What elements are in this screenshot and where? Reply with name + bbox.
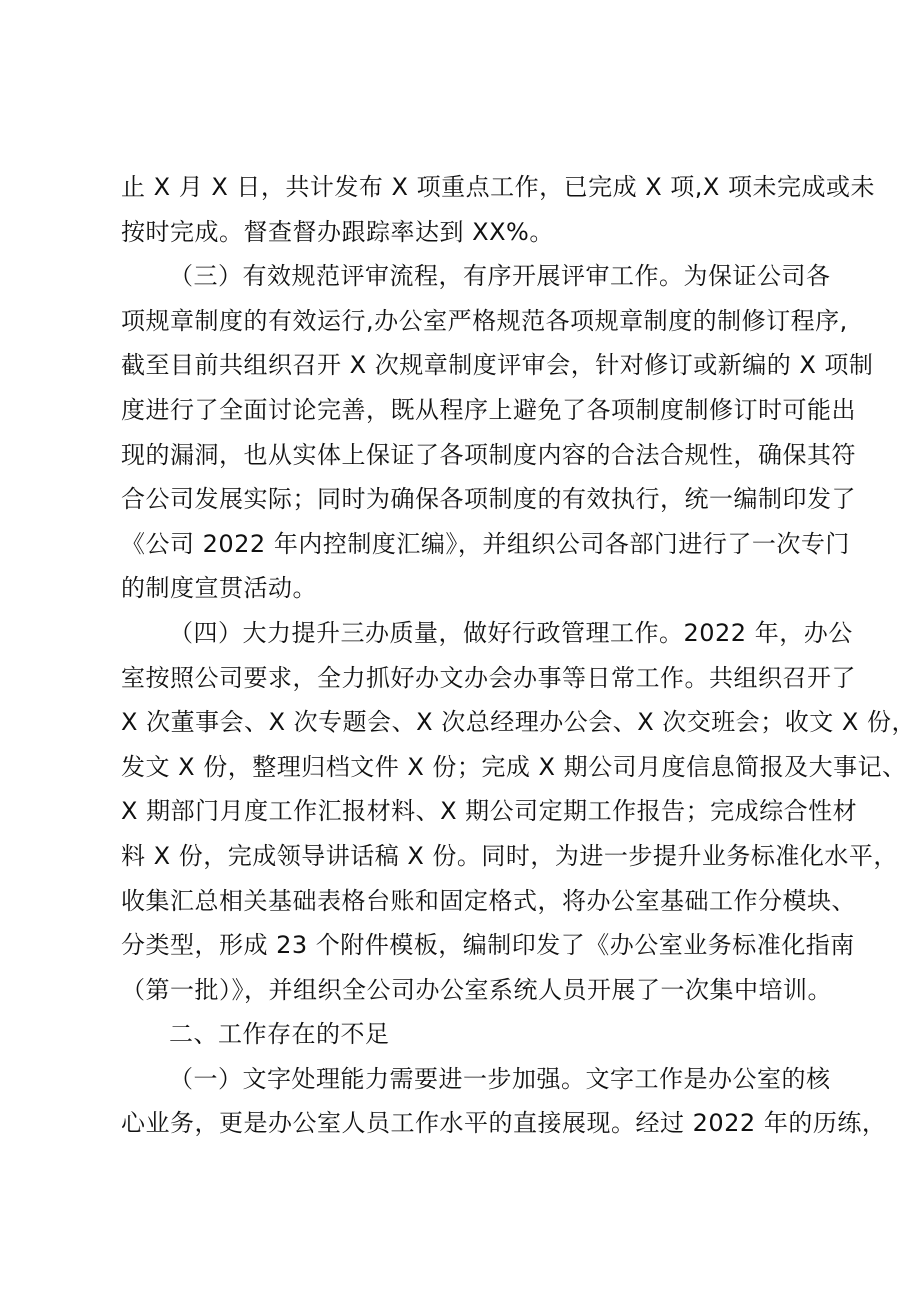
text-line: 收集汇总相关基础表格台账和固定格式，将办公室基础工作分模块、 xyxy=(121,886,856,915)
text-line: 项规章制度的有效运行,办公室严格规范各项规章制度的制修订程序, xyxy=(121,306,848,335)
text-line: 心业务，更是办公室人员工作水平的直接展现。经过 2022 年的历练， xyxy=(121,1109,887,1138)
text-line: 《公司 2022 年内控制度汇编》，并组织公司各部门进行了一次专门 xyxy=(121,529,850,558)
section-4-heading-line: （四）大力提升三办质量，做好行政管理工作。2022 年，办公 xyxy=(169,618,853,647)
section-3-heading-line: （三）有效规范评审流程，有序开展评审工作。为保证公司各 xyxy=(169,262,831,291)
text-line: 料 X 份，完成领导讲话稿 X 份。同时，为进一步提升业务标准化水平， xyxy=(121,841,898,870)
text-line: 现的漏洞，也从实体上保证了各项制度内容的合法合规性，确保其符 xyxy=(121,440,856,469)
text-line: 度进行了全面讨论完善，既从程序上避免了各项制度制修订时可能出 xyxy=(121,395,856,424)
section-heading-shortcomings: 二、工作存在的不足 xyxy=(169,1020,390,1049)
text-line: （第一批）》，并组织全公司办公室系统人员开展了一次集中培训。 xyxy=(121,975,832,1004)
text-line: 分类型，形成 23 个附件模板，编制印发了《办公室业务标准化指南 xyxy=(121,931,855,960)
text-line: 止 X 月 X 日，共计发布 X 项重点工作，已完成 X 项,X 项未完成或未 xyxy=(121,173,875,201)
text-line: 合公司发展实际；同时为确保各项制度的有效执行，统一编制印发了 xyxy=(121,485,856,514)
text-line: 室按照公司要求，全力抓好办文办会办事等日常工作。共组织召开了 xyxy=(121,663,856,692)
text-line: 按时完成。督查督办跟踪率达到 XX%。 xyxy=(121,217,554,246)
body-text xyxy=(121,165,916,1146)
subsection-1-heading-line: （一）文字处理能力需要进一步加强。文字工作是办公室的核 xyxy=(169,1064,831,1093)
text-line: 的制度宣贯活动。 xyxy=(121,574,317,603)
text-line: X 次董事会、X 次专题会、X 次总经理办公会、X 次交班会；收文 X 份， xyxy=(121,708,916,737)
text-line: 发文 X 份，整理归档文件 X 份；完成 X 期公司月度信息简报及大事记、 xyxy=(121,752,907,781)
text-line: 截至目前共组织召开 X 次规章制度评审会，针对修订或新编的 X 项制 xyxy=(121,351,874,380)
text-line: X 期部门月度工作汇报材料、X 期公司定期工作报告；完成综合性材 xyxy=(121,797,858,826)
